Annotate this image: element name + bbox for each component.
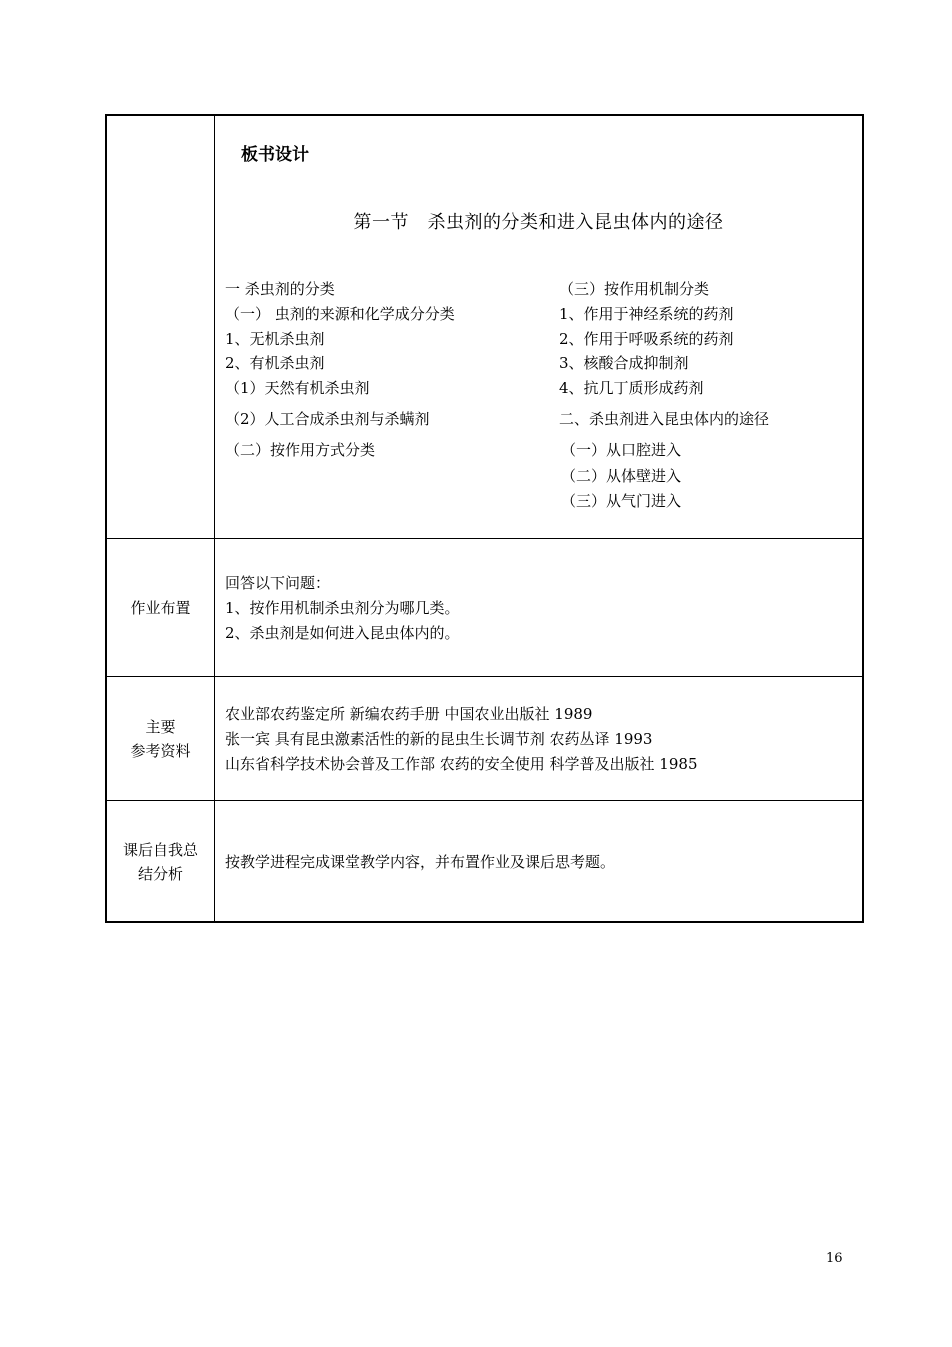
- homework-label-text: 作业布置: [130, 598, 191, 617]
- references-content: [215, 677, 862, 800]
- homework-row: [107, 539, 862, 677]
- page-number: 16: [826, 1251, 843, 1266]
- board-left-line: （一） 虫剂的来源和化学成分分类: [225, 305, 455, 323]
- board-right-line: 二、杀虫剂进入昆虫体内的途径: [559, 410, 770, 428]
- homework-line: 2、杀虫剂是如何进入昆虫体内的。: [225, 624, 460, 642]
- summary-content: [215, 801, 862, 923]
- board-left-line: 1、无机杀虫剂: [225, 330, 325, 348]
- summary-label-line: 结分析: [137, 865, 183, 883]
- board-left-line: （1）天然有机杀虫剂: [225, 379, 370, 397]
- board-right-line: 4、抗几丁质形成药剂: [559, 379, 704, 397]
- homework-line: 1、按作用机制杀虫剂分为哪几类。: [225, 599, 460, 617]
- board-left-line: （二）按作用方式分类: [225, 441, 376, 459]
- reference-item: 农业部农药鉴定所 新编农药手册 中国农业出版社 1989: [225, 705, 593, 723]
- board-design-row: [107, 116, 862, 539]
- board-right-line: 1、作用于神经系统的药剂: [559, 305, 734, 323]
- references-label: [107, 677, 215, 800]
- board-design-heading: 板书设计: [241, 145, 309, 165]
- reference-item: 山东省科学技术协会普及工作部 农药的安全使用 科学普及出版社 1985: [225, 755, 698, 773]
- summary-label-line: 课后自我总: [122, 841, 198, 859]
- board-left-line: 一 杀虫剂的分类: [225, 280, 335, 298]
- lesson-plan-table: [105, 114, 864, 923]
- references-label-line: 主要: [145, 717, 176, 736]
- board-right-line: 2、作用于呼吸系统的药剂: [559, 330, 734, 348]
- board-right-line: （二）从体壁进入: [561, 467, 682, 485]
- summary-text: 按教学进程完成课堂教学内容，并布置作业及课后思考题。: [225, 853, 616, 871]
- board-right-line: 3、核酸合成抑制剂: [559, 354, 689, 372]
- references-row: [107, 677, 862, 801]
- board-design-title: 第一节 杀虫剂的分类和进入昆虫体内的途径: [353, 212, 724, 233]
- homework-label: [107, 539, 215, 676]
- board-design-label-cell: [107, 116, 215, 538]
- references-lines: [225, 702, 697, 777]
- board-left-line: （2）人工合成杀虫剂与杀螨剂: [225, 410, 430, 428]
- board-right-line: （三）按作用机制分类: [559, 280, 710, 298]
- board-right-line: （三）从气门进入: [561, 492, 682, 510]
- homework-lines: [225, 571, 460, 646]
- references-label-line: 参考资料: [130, 741, 191, 760]
- board-left-line: 2、有机杀虫剂: [225, 354, 325, 372]
- reference-item: 张一宾 具有昆虫激素活性的新的昆虫生长调节剂 农药丛译 1993: [225, 730, 653, 748]
- homework-content: [215, 539, 862, 676]
- board-design-content: [215, 116, 862, 538]
- summary-row: [107, 801, 862, 923]
- homework-line: 回答以下问题：: [225, 574, 331, 592]
- summary-label: [107, 801, 215, 923]
- board-right-line: （一）从口腔进入: [561, 441, 682, 459]
